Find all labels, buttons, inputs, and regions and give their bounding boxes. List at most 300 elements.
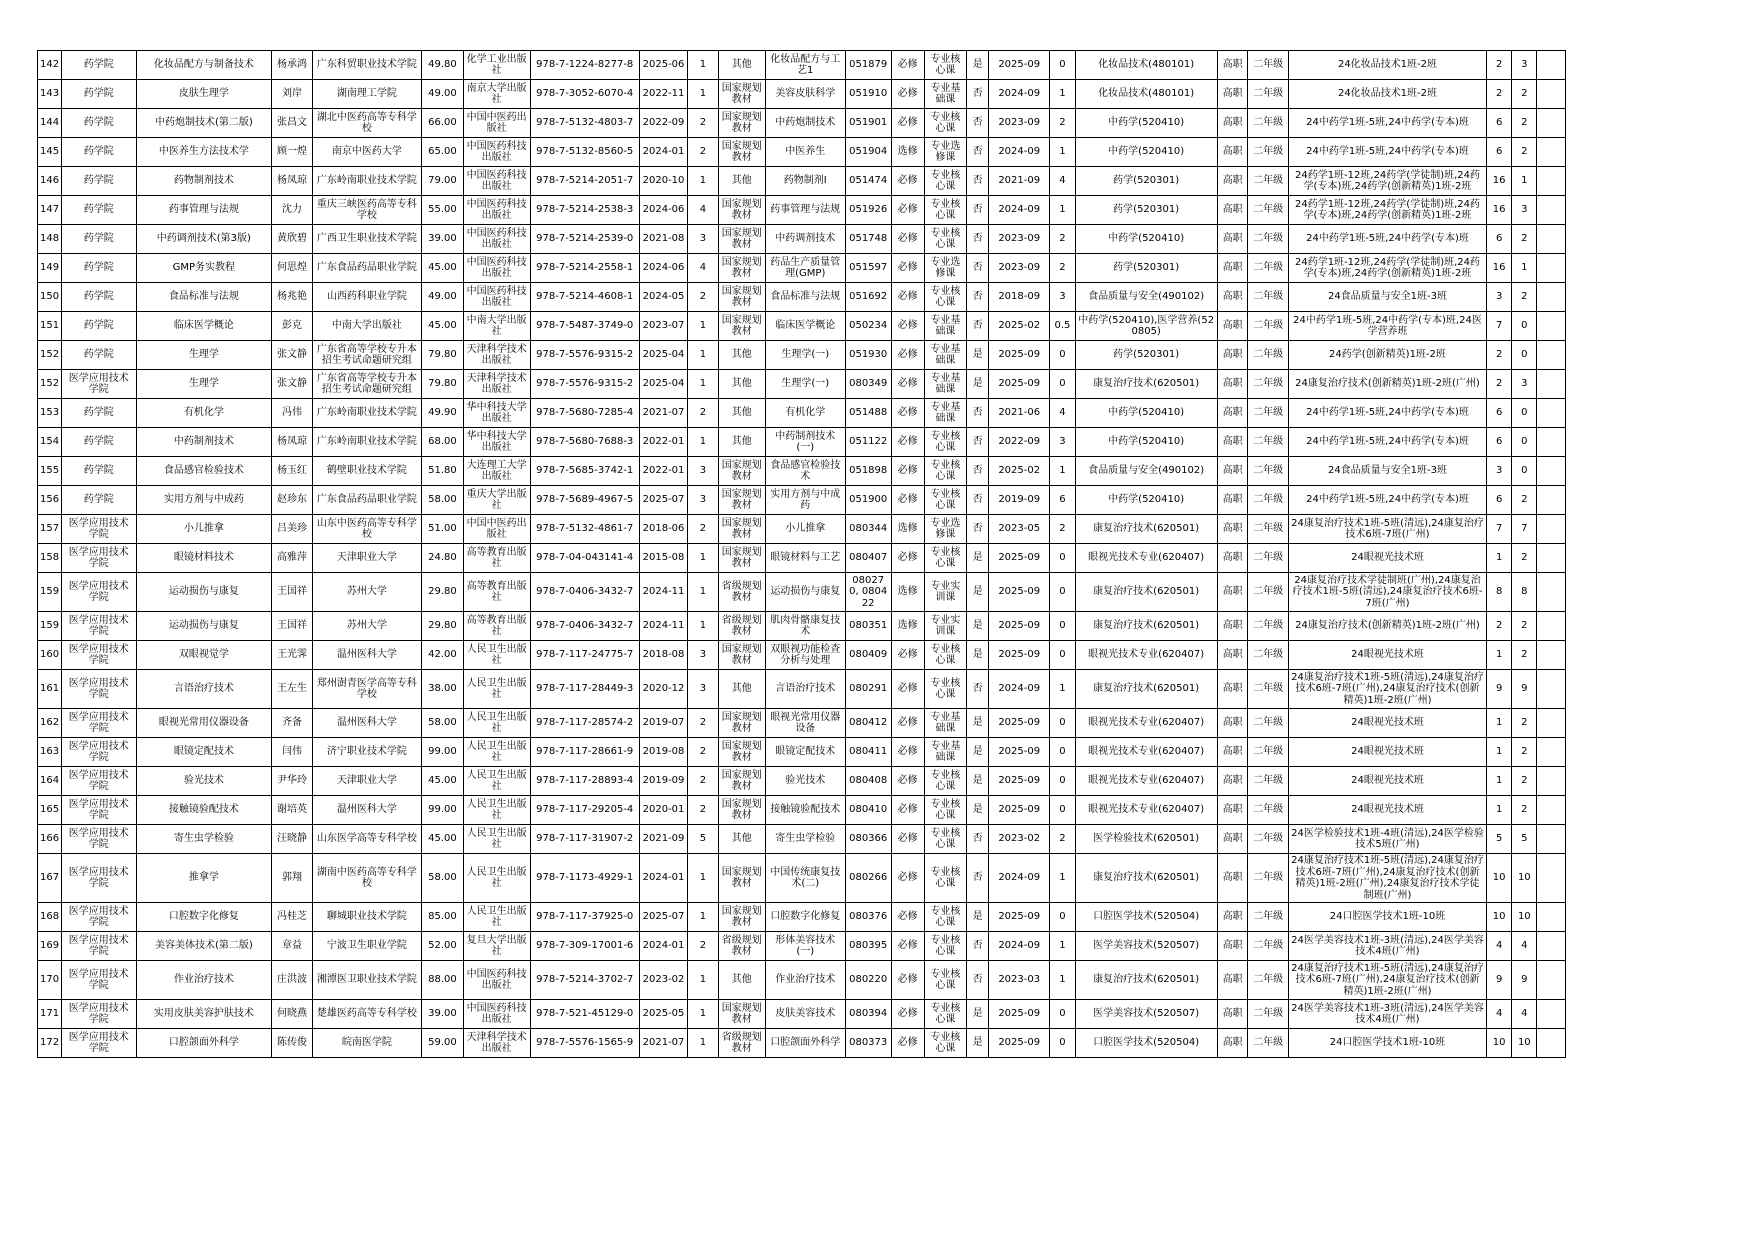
cell-edition: 2 — [688, 932, 719, 961]
cell-major: 医学检验技术(620501) — [1075, 825, 1217, 854]
cell-publisher: 天津科学技术出版社 — [463, 1029, 530, 1058]
cell-author: 刘岸 — [272, 80, 312, 109]
cell-isbn: 978-7-521-45129-0 — [530, 1000, 639, 1029]
cell-college: 药学院 — [62, 457, 136, 486]
cell-author-institution: 天津职业大学 — [312, 767, 421, 796]
cell-major: 康复治疗技术(620501) — [1075, 515, 1217, 544]
cell-major: 中药学(520410) — [1075, 486, 1217, 515]
cell-remark — [1537, 457, 1566, 486]
cell-textbook-type: 国家规划教材 — [718, 486, 765, 515]
cell-course-category: 专业核心课 — [924, 796, 967, 825]
cell-classes: 24康复治疗技术1班-5班(清远),24康复治疗技术6班-7班(广州),24康复治疗技术(创新精英)1班-2班(广州) — [1288, 670, 1486, 709]
cell-course-code: 051898 — [845, 457, 891, 486]
cell-start-date: 2023-02 — [989, 825, 1050, 854]
cell-new-flag: 否 — [967, 80, 989, 109]
cell-count: 2 — [1512, 709, 1537, 738]
cell-level: 高职 — [1217, 825, 1248, 854]
cell-major: 药学(520301) — [1075, 167, 1217, 196]
cell-new-flag: 否 — [967, 428, 989, 457]
cell-textbook-type: 国家规划教材 — [718, 225, 765, 254]
cell-course-name: 生理学(一) — [765, 370, 845, 399]
cell-textbook-title: 皮肤生理学 — [136, 80, 272, 109]
cell-price: 29.80 — [422, 612, 464, 641]
cell-count: 9 — [1512, 961, 1537, 1000]
cell-author: 庄洪波 — [272, 961, 312, 1000]
cell-college: 药学院 — [62, 196, 136, 225]
cell-start-date: 2024-09 — [989, 932, 1050, 961]
cell-textbook-title: 临床医学概论 — [136, 312, 272, 341]
cell-start-date: 2023-09 — [989, 225, 1050, 254]
cell-isbn: 978-7-1224-8277-8 — [530, 51, 639, 80]
cell-publisher: 人民卫生出版社 — [463, 641, 530, 670]
cell-isbn: 978-7-5132-4803-7 — [530, 109, 639, 138]
cell-course-nature: 必修 — [891, 641, 924, 670]
cell-level: 高职 — [1217, 612, 1248, 641]
cell-years-used: 3 — [1050, 428, 1075, 457]
table-row — [38, 51, 1566, 80]
cell-row-number: 170 — [38, 961, 62, 1000]
cell-major: 口腔医学技术(520504) — [1075, 903, 1217, 932]
cell-course-category: 专业核心课 — [924, 670, 967, 709]
cell-grade: 二年级 — [1248, 854, 1288, 903]
cell-major: 眼视光技术专业(620407) — [1075, 544, 1217, 573]
cell-level: 高职 — [1217, 1029, 1248, 1058]
cell-major: 中药学(520410),医学营养(520805) — [1075, 312, 1217, 341]
cell-classes: 24药学1班-12班,24药学(学徒制)班,24药学(专本)班,24药学(创新精英)1班-2班 — [1288, 254, 1486, 283]
cell-price: 51.80 — [422, 457, 464, 486]
cell-grade: 二年级 — [1248, 254, 1288, 283]
cell-publisher: 人民卫生出版社 — [463, 903, 530, 932]
cell-grade: 二年级 — [1248, 796, 1288, 825]
cell-course-nature: 选修 — [891, 573, 924, 612]
cell-level: 高职 — [1217, 225, 1248, 254]
cell-course-nature: 必修 — [891, 283, 924, 312]
cell-isbn: 978-7-5576-9315-2 — [530, 370, 639, 399]
cell-level: 高职 — [1217, 796, 1248, 825]
cell-years-used: 0 — [1050, 903, 1075, 932]
cell-college: 药学院 — [62, 341, 136, 370]
cell-author: 张文静 — [272, 341, 312, 370]
cell-years-used: 1 — [1050, 196, 1075, 225]
cell-classes: 24药学1班-12班,24药学(学徒制)班,24药学(专本)班,24药学(创新精英)1班-2班 — [1288, 196, 1486, 225]
cell-isbn: 978-7-117-28574-2 — [530, 709, 639, 738]
cell-remark — [1537, 109, 1566, 138]
cell-level: 高职 — [1217, 1000, 1248, 1029]
cell-textbook-title: 中药炮制技术(第二版) — [136, 109, 272, 138]
cell-count: 2 — [1512, 612, 1537, 641]
cell-course-category: 专业实训课 — [924, 573, 967, 612]
cell-level: 高职 — [1217, 254, 1248, 283]
cell-course-category: 专业核心课 — [924, 825, 967, 854]
cell-years-used: 2 — [1050, 225, 1075, 254]
cell-course-code: 080366 — [845, 825, 891, 854]
cell-years-used: 0 — [1050, 341, 1075, 370]
cell-course-name: 眼镜定配技术 — [765, 738, 845, 767]
cell-course-category: 专业核心课 — [924, 486, 967, 515]
cell-price: 59.00 — [422, 1029, 464, 1058]
cell-classes: 24康复治疗技术学徒制班(广州),24康复治疗技术1班-5班(清远),24康复治疗技术6班-7班(广州) — [1288, 573, 1486, 612]
cell-isbn: 978-7-117-28449-3 — [530, 670, 639, 709]
cell-publish-date: 2022-01 — [639, 428, 687, 457]
cell-count: 2 — [1512, 767, 1537, 796]
cell-grade: 二年级 — [1248, 961, 1288, 1000]
cell-course-code: 080373 — [845, 1029, 891, 1058]
cell-course-category: 专业选修课 — [924, 138, 967, 167]
cell-years-used: 2 — [1050, 254, 1075, 283]
cell-start-date: 2025-02 — [989, 312, 1050, 341]
cell-publish-date: 2025-07 — [639, 486, 687, 515]
cell-classes: 24康复治疗技术1班-5班(清远),24康复治疗技术6班-7班(广州) — [1288, 515, 1486, 544]
cell-textbook-title: 双眼视觉学 — [136, 641, 272, 670]
cell-publish-date: 2020-01 — [639, 796, 687, 825]
cell-textbook-type: 其他 — [718, 825, 765, 854]
cell-row-number: 159 — [38, 573, 62, 612]
cell-isbn: 978-7-5487-3749-0 — [530, 312, 639, 341]
cell-edition: 2 — [688, 138, 719, 167]
cell-major: 医学美容技术(520507) — [1075, 932, 1217, 961]
cell-price: 24.80 — [422, 544, 464, 573]
cell-author: 赵珍东 — [272, 486, 312, 515]
cell-level: 高职 — [1217, 544, 1248, 573]
cell-textbook-type: 国家规划教材 — [718, 738, 765, 767]
cell-edition: 4 — [688, 254, 719, 283]
cell-years-used: 0 — [1050, 573, 1075, 612]
cell-publish-date: 2024-06 — [639, 196, 687, 225]
cell-grade: 二年级 — [1248, 515, 1288, 544]
cell-isbn: 978-7-5132-8560-5 — [530, 138, 639, 167]
cell-course-name: 形体美容技术(一) — [765, 932, 845, 961]
cell-price: 49.80 — [422, 51, 464, 80]
cell-textbook-type: 国家规划教材 — [718, 457, 765, 486]
cell-course-name: 中药制剂技术(一) — [765, 428, 845, 457]
cell-author-institution: 广东食品药品职业学院 — [312, 486, 421, 515]
cell-course-code: 051900 — [845, 486, 891, 515]
cell-course-nature: 必修 — [891, 932, 924, 961]
cell-count: 3 — [1512, 51, 1537, 80]
cell-author: 黄欣碧 — [272, 225, 312, 254]
cell-author-institution: 湖南中医药高等专科学校 — [312, 854, 421, 903]
cell-course-nature: 必修 — [891, 854, 924, 903]
cell-years-used: 0 — [1050, 709, 1075, 738]
cell-college: 药学院 — [62, 399, 136, 428]
cell-start-date: 2025-09 — [989, 612, 1050, 641]
cell-new-flag: 否 — [967, 312, 989, 341]
cell-class-count: 6 — [1487, 138, 1512, 167]
cell-grade: 二年级 — [1248, 399, 1288, 428]
cell-level: 高职 — [1217, 196, 1248, 225]
cell-author: 张文静 — [272, 370, 312, 399]
cell-course-nature: 必修 — [891, 903, 924, 932]
cell-course-name: 美容皮肤科学 — [765, 80, 845, 109]
cell-class-count: 10 — [1487, 854, 1512, 903]
cell-course-name: 食品感官检验技术 — [765, 457, 845, 486]
cell-price: 99.00 — [422, 796, 464, 825]
cell-new-flag: 否 — [967, 225, 989, 254]
cell-course-nature: 必修 — [891, 225, 924, 254]
cell-course-name: 中国传统康复技术(二) — [765, 854, 845, 903]
cell-remark — [1537, 196, 1566, 225]
cell-publish-date: 2023-07 — [639, 312, 687, 341]
cell-years-used: 1 — [1050, 961, 1075, 1000]
cell-new-flag: 是 — [967, 903, 989, 932]
cell-publisher: 大连理工大学出版社 — [463, 457, 530, 486]
cell-textbook-type: 国家规划教材 — [718, 767, 765, 796]
cell-publisher: 高等教育出版社 — [463, 544, 530, 573]
cell-author-institution: 重庆三峡医药高等专科学校 — [312, 196, 421, 225]
cell-course-name: 中医养生 — [765, 138, 845, 167]
cell-new-flag: 是 — [967, 341, 989, 370]
cell-college: 医学应用技术学院 — [62, 903, 136, 932]
cell-row-number: 162 — [38, 709, 62, 738]
cell-author: 郭翔 — [272, 854, 312, 903]
table-row — [38, 932, 1566, 961]
cell-years-used: 0 — [1050, 641, 1075, 670]
cell-course-code: 051488 — [845, 399, 891, 428]
cell-textbook-title: GMP务实教程 — [136, 254, 272, 283]
cell-publish-date: 2019-07 — [639, 709, 687, 738]
cell-textbook-title: 生理学 — [136, 341, 272, 370]
cell-classes: 24眼视光技术班 — [1288, 709, 1486, 738]
cell-course-name: 运动损伤与康复 — [765, 573, 845, 612]
cell-years-used: 4 — [1050, 399, 1075, 428]
cell-count: 0 — [1512, 457, 1537, 486]
cell-edition: 1 — [688, 80, 719, 109]
cell-grade: 二年级 — [1248, 370, 1288, 399]
cell-college: 医学应用技术学院 — [62, 767, 136, 796]
cell-isbn: 978-7-1173-4929-1 — [530, 854, 639, 903]
cell-author: 汪晓静 — [272, 825, 312, 854]
cell-grade: 二年级 — [1248, 283, 1288, 312]
cell-price: 52.00 — [422, 932, 464, 961]
cell-textbook-title: 药事管理与法规 — [136, 196, 272, 225]
table-row — [38, 796, 1566, 825]
cell-new-flag: 否 — [967, 854, 989, 903]
cell-price: 29.80 — [422, 573, 464, 612]
cell-publish-date: 2024-01 — [639, 854, 687, 903]
cell-publish-date: 2019-09 — [639, 767, 687, 796]
cell-row-number: 172 — [38, 1029, 62, 1058]
cell-grade: 二年级 — [1248, 825, 1288, 854]
cell-author-institution: 楚雄医药高等专科学校 — [312, 1000, 421, 1029]
cell-count: 2 — [1512, 544, 1537, 573]
cell-course-nature: 必修 — [891, 796, 924, 825]
cell-textbook-type: 国家规划教材 — [718, 709, 765, 738]
cell-course-nature: 必修 — [891, 709, 924, 738]
cell-level: 高职 — [1217, 428, 1248, 457]
table-row — [38, 709, 1566, 738]
cell-isbn: 978-7-117-28893-4 — [530, 767, 639, 796]
cell-college: 药学院 — [62, 486, 136, 515]
cell-edition: 2 — [688, 109, 719, 138]
cell-new-flag: 是 — [967, 1000, 989, 1029]
cell-class-count: 6 — [1487, 399, 1512, 428]
cell-start-date: 2024-09 — [989, 670, 1050, 709]
cell-author-institution: 鹤壁职业技术学院 — [312, 457, 421, 486]
cell-row-number: 160 — [38, 641, 62, 670]
cell-remark — [1537, 167, 1566, 196]
cell-author: 冯桂芝 — [272, 903, 312, 932]
cell-course-nature: 必修 — [891, 109, 924, 138]
cell-remark — [1537, 399, 1566, 428]
cell-textbook-title: 眼视光常用仪器设备 — [136, 709, 272, 738]
cell-level: 高职 — [1217, 670, 1248, 709]
cell-course-category: 专业基础课 — [924, 80, 967, 109]
cell-textbook-type: 国家规划教材 — [718, 544, 765, 573]
cell-class-count: 6 — [1487, 428, 1512, 457]
cell-price: 79.80 — [422, 370, 464, 399]
cell-course-category: 专业核心课 — [924, 932, 967, 961]
cell-isbn: 978-7-5576-9315-2 — [530, 341, 639, 370]
cell-isbn: 978-7-5214-2539-0 — [530, 225, 639, 254]
cell-course-category: 专业基础课 — [924, 370, 967, 399]
cell-textbook-type: 其他 — [718, 167, 765, 196]
cell-new-flag: 是 — [967, 641, 989, 670]
cell-classes: 24中药学1班-5班,24中药学(专本)班 — [1288, 225, 1486, 254]
cell-author-institution: 中南大学出版社 — [312, 312, 421, 341]
cell-price: 45.00 — [422, 312, 464, 341]
cell-start-date: 2025-09 — [989, 51, 1050, 80]
cell-class-count: 4 — [1487, 932, 1512, 961]
cell-years-used: 2 — [1050, 825, 1075, 854]
cell-count: 3 — [1512, 196, 1537, 225]
cell-edition: 1 — [688, 854, 719, 903]
cell-class-count: 1 — [1487, 544, 1512, 573]
cell-class-count: 1 — [1487, 709, 1512, 738]
cell-level: 高职 — [1217, 167, 1248, 196]
cell-isbn: 978-7-5214-2538-3 — [530, 196, 639, 225]
cell-course-nature: 必修 — [891, 767, 924, 796]
cell-edition: 3 — [688, 486, 719, 515]
cell-start-date: 2024-09 — [989, 196, 1050, 225]
cell-row-number: 142 — [38, 51, 62, 80]
cell-level: 高职 — [1217, 283, 1248, 312]
cell-course-category: 专业基础课 — [924, 312, 967, 341]
cell-price: 88.00 — [422, 961, 464, 1000]
cell-author: 齐备 — [272, 709, 312, 738]
cell-textbook-title: 中药调剂技术(第3版) — [136, 225, 272, 254]
cell-major: 化妆品技术(480101) — [1075, 80, 1217, 109]
cell-new-flag: 否 — [967, 932, 989, 961]
cell-count: 0 — [1512, 399, 1537, 428]
cell-textbook-type: 省级规划教材 — [718, 573, 765, 612]
cell-new-flag: 否 — [967, 254, 989, 283]
cell-isbn: 978-7-3052-6070-4 — [530, 80, 639, 109]
cell-class-count: 2 — [1487, 341, 1512, 370]
cell-start-date: 2025-09 — [989, 738, 1050, 767]
cell-row-number: 155 — [38, 457, 62, 486]
cell-row-number: 166 — [38, 825, 62, 854]
cell-row-number: 152 — [38, 370, 62, 399]
cell-textbook-title: 生理学 — [136, 370, 272, 399]
cell-textbook-type: 其他 — [718, 399, 765, 428]
cell-isbn: 978-7-309-17001-6 — [530, 932, 639, 961]
cell-textbook-type: 省级规划教材 — [718, 1029, 765, 1058]
cell-course-name: 口腔颌面外科学 — [765, 1029, 845, 1058]
cell-publish-date: 2024-06 — [639, 254, 687, 283]
cell-textbook-type: 国家规划教材 — [718, 109, 765, 138]
cell-course-category: 专业核心课 — [924, 1000, 967, 1029]
cell-remark — [1537, 544, 1566, 573]
cell-level: 高职 — [1217, 515, 1248, 544]
cell-publish-date: 2022-11 — [639, 80, 687, 109]
cell-publish-date: 2024-11 — [639, 573, 687, 612]
table-row — [38, 399, 1566, 428]
cell-publisher: 中国医药科技出版社 — [463, 138, 530, 167]
cell-course-code: 051910 — [845, 80, 891, 109]
cell-course-nature: 必修 — [891, 80, 924, 109]
cell-classes: 24口腔医学技术1班-10班 — [1288, 1029, 1486, 1058]
cell-classes: 24中药学1班-5班,24中药学(专本)班 — [1288, 486, 1486, 515]
cell-class-count: 10 — [1487, 903, 1512, 932]
cell-classes: 24化妆品技术1班-2班 — [1288, 80, 1486, 109]
cell-college: 医学应用技术学院 — [62, 1029, 136, 1058]
cell-major: 康复治疗技术(620501) — [1075, 854, 1217, 903]
cell-publisher: 中南大学出版社 — [463, 312, 530, 341]
cell-major: 康复治疗技术(620501) — [1075, 370, 1217, 399]
cell-row-number: 153 — [38, 399, 62, 428]
cell-textbook-type: 省级规划教材 — [718, 612, 765, 641]
cell-textbook-title: 有机化学 — [136, 399, 272, 428]
cell-textbook-title: 寄生虫学检验 — [136, 825, 272, 854]
cell-textbook-type: 其他 — [718, 341, 765, 370]
table-row — [38, 80, 1566, 109]
cell-course-code: 080220 — [845, 961, 891, 1000]
cell-years-used: 1 — [1050, 670, 1075, 709]
table-row — [38, 1029, 1566, 1058]
cell-edition: 1 — [688, 341, 719, 370]
cell-course-nature: 必修 — [891, 341, 924, 370]
cell-author-institution: 山西药科职业学院 — [312, 283, 421, 312]
cell-price: 58.00 — [422, 486, 464, 515]
cell-author-institution: 湘潭医卫职业技术学院 — [312, 961, 421, 1000]
cell-course-code: 051926 — [845, 196, 891, 225]
cell-grade: 二年级 — [1248, 1000, 1288, 1029]
cell-course-nature: 必修 — [891, 1029, 924, 1058]
cell-author: 杨凤琼 — [272, 428, 312, 457]
cell-publisher: 化学工业出版社 — [463, 51, 530, 80]
cell-class-count: 16 — [1487, 254, 1512, 283]
cell-publish-date: 2021-07 — [639, 1029, 687, 1058]
cell-course-category: 专业核心课 — [924, 544, 967, 573]
cell-college: 医学应用技术学院 — [62, 961, 136, 1000]
cell-new-flag: 是 — [967, 544, 989, 573]
cell-publisher: 人民卫生出版社 — [463, 709, 530, 738]
cell-textbook-type: 国家规划教材 — [718, 138, 765, 167]
cell-author: 王光霁 — [272, 641, 312, 670]
table-row — [38, 854, 1566, 903]
cell-remark — [1537, 486, 1566, 515]
cell-isbn: 978-7-5689-4967-5 — [530, 486, 639, 515]
cell-grade: 二年级 — [1248, 51, 1288, 80]
cell-classes: 24眼视光技术班 — [1288, 641, 1486, 670]
cell-edition: 1 — [688, 1029, 719, 1058]
cell-years-used: 1 — [1050, 932, 1075, 961]
cell-grade: 二年级 — [1248, 80, 1288, 109]
cell-isbn: 978-7-5576-1565-9 — [530, 1029, 639, 1058]
cell-price: 68.00 — [422, 428, 464, 457]
cell-author: 吕美珍 — [272, 515, 312, 544]
cell-major: 眼视光技术专业(620407) — [1075, 641, 1217, 670]
cell-level: 高职 — [1217, 903, 1248, 932]
cell-author-institution: 广东省高等学校专升本招生考试命题研究组 — [312, 370, 421, 399]
cell-count: 1 — [1512, 254, 1537, 283]
cell-remark — [1537, 283, 1566, 312]
cell-grade: 二年级 — [1248, 109, 1288, 138]
cell-edition: 1 — [688, 428, 719, 457]
cell-publish-date: 2015-08 — [639, 544, 687, 573]
cell-years-used: 0 — [1050, 612, 1075, 641]
cell-edition: 1 — [688, 51, 719, 80]
